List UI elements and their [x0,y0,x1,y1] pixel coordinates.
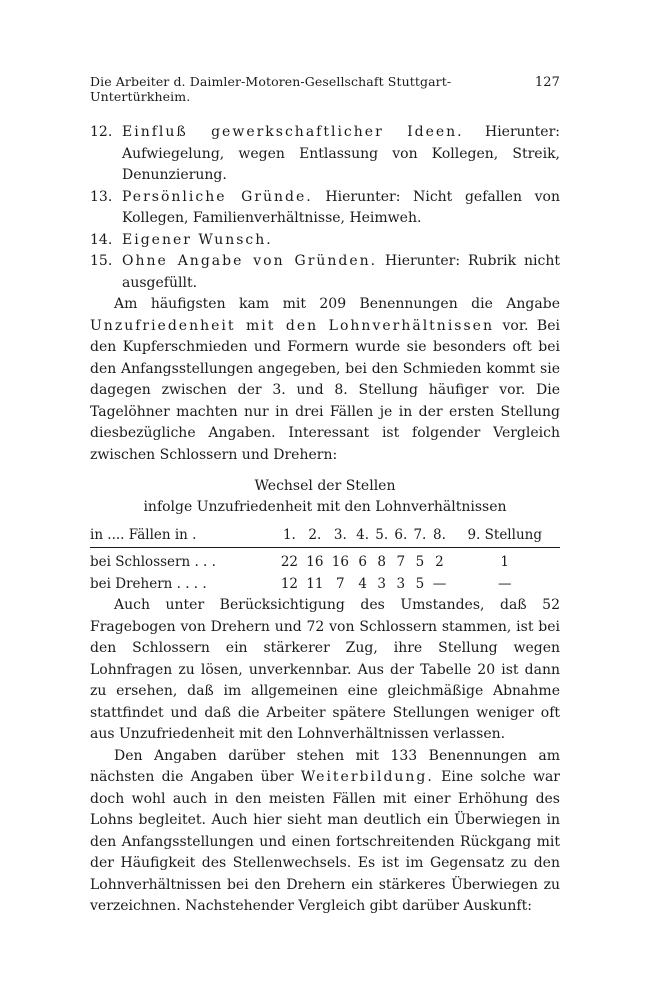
page [90,74,560,918]
table-cell: — [497,576,512,592]
table-cell: 4 [358,576,367,592]
paragraph-wages-rest: vor. Bei den Kupferschmieden und Formern wurde sie besonders oft bei den Anfangsstellungen angegeben, bei den Schmieden kommt sie dagegen zwischen der 3. und 8. Stellung häufiger vor. Die Tagelöhner machten nur in drei Fällen je in der ersten Stellung diesbezügliche Angaben. Interessant ist folgender Vergleich zwischen Schlossern und Drehern: [90,317,560,463]
table-cell: — [432,576,447,592]
table-column-header: 9. Stellung [449,524,560,548]
list-item-number: 13. [90,188,113,205]
list-item [90,251,560,294]
list-item-number: 14. [90,231,113,248]
table-column-header: 5. [372,524,391,548]
table-cell: 5 [415,554,425,570]
paragraph-training-rest: Eine solche war doch wohl auch in den meisten Fällen mit einer Erhöhung des Lohns begleitet. Auch hier sieht man deutlich ein Überwiegen in den Anfangsstellungen und einen fortschreitenden Rückgang mit der Häufigkeit des Stellenwechsels. Es ist im Gegensatz zu den Lohnverhältnissen bei den Drehern ein stärkeres Überwiegen zu verzeichnen. Nachstehender Vergleich gibt darüber Auskunft: [90,769,561,914]
table-caption-title: Wechsel der Stellen [254,478,396,494]
table-cell: 1 [500,554,510,570]
table-cell: 11 [306,576,324,592]
table-column-header: 4. [353,524,372,548]
table-cell: 3 [396,576,406,592]
running-header [90,74,560,104]
page-number: 127 [534,75,560,90]
list-item-detail: Hierunter: Aufwiegelung, wegen Entlassung von Kollegen, Streik, Denunzierung. [122,124,560,183]
paragraph-training [90,746,560,918]
table-column-header: 6. [391,524,410,548]
table-column-header: 1. [277,524,302,548]
table-cell: 3 [377,576,387,592]
table-column-header: 7. [410,524,429,548]
table-cell: 16 [331,554,349,570]
list-item-text [122,251,560,294]
list-item-detail: Hierunter: Rubrik nicht ausgefüllt. [122,253,560,291]
table-header-row [90,524,560,548]
list-item-number: 15. [90,253,113,269]
table-row [90,548,560,574]
table-column-header: 2. [302,524,327,548]
running-title: Die Arbeiter d. Daimler-Motoren-Gesellschaft Stuttgart-Untertürkheim. [90,74,452,104]
table-caption-subtitle: infolge Unzufriedenheit mit den Lohnverhältnissen [143,499,507,515]
table-cell: 6 [358,554,367,570]
table-cell: 8 [377,554,387,570]
paragraph-wages [90,294,560,466]
table-header-label: in .... Fällen in . [90,524,277,548]
table-row-label: bei Drehern . . . . [90,576,207,592]
list-item-text [122,230,560,252]
paragraph-training-emphasis: Weiterbildung. [300,769,434,785]
list-item-title: Eigener Wunsch. [122,231,273,248]
list-item-title: Ohne Angabe von Gründen. [122,253,378,269]
table-cell: 2 [435,554,444,570]
table-cell: 12 [280,576,298,592]
table-row [90,573,560,595]
list-item-title: Einfluß gewerkschaftlicher Ideen. [122,124,464,140]
table-column-header: 8. [429,524,449,548]
list-item-title: Persönliche Gründe. [122,188,313,205]
list-item-text [122,122,560,187]
list-item [90,122,560,187]
list-item-detail: Hierunter: Nicht gefallen von Kollegen, Familienverhältnisse, Heimweh. [122,188,560,226]
list-item-text [122,187,560,230]
reason-list [90,122,560,294]
table-cell: 7 [396,554,406,570]
list-item [90,230,560,252]
table-cell: 16 [306,554,324,570]
table-cell: 7 [336,576,345,592]
table-cell: 22 [280,554,298,570]
comparison-table [90,524,560,595]
paragraph-analysis: Auch unter Berücksichtigung des Umstandes, daß 52 Fragebogen von Drehern und 72 von Schlossern stammen, ist bei den Schlossern ein stärkerer Zug, ihre Stellung wegen Lohnfragen zu lösen, unverkennbar. Aus der Tabelle 20 ist dann zu ersehen, daß im allgemeinen eine gleichmäßige Abnahme stattfindet und daß die Arbeiter spätere Stellungen weniger oft aus Unzufriedenheit mit den Lohnverhältnissen verlassen. [90,597,560,742]
table-cell: 5 [415,576,425,592]
paragraph-wages-emphasis: Unzufriedenheit mit den Lohnverhältnissen [90,317,494,334]
list-item [90,187,560,230]
table-caption [90,476,560,518]
paragraph-wages-lead: Am häufigsten kam mit 209 Benennungen die Angabe [114,296,560,312]
list-item-number: 12. [90,124,113,140]
table-row-label: bei Schlossern . . . [90,554,216,570]
table-column-header: 3. [328,524,353,548]
paragraph-training-lead: Den Angaben darüber stehen mit 133 Benennungen am nächsten die Angaben über [90,747,560,785]
